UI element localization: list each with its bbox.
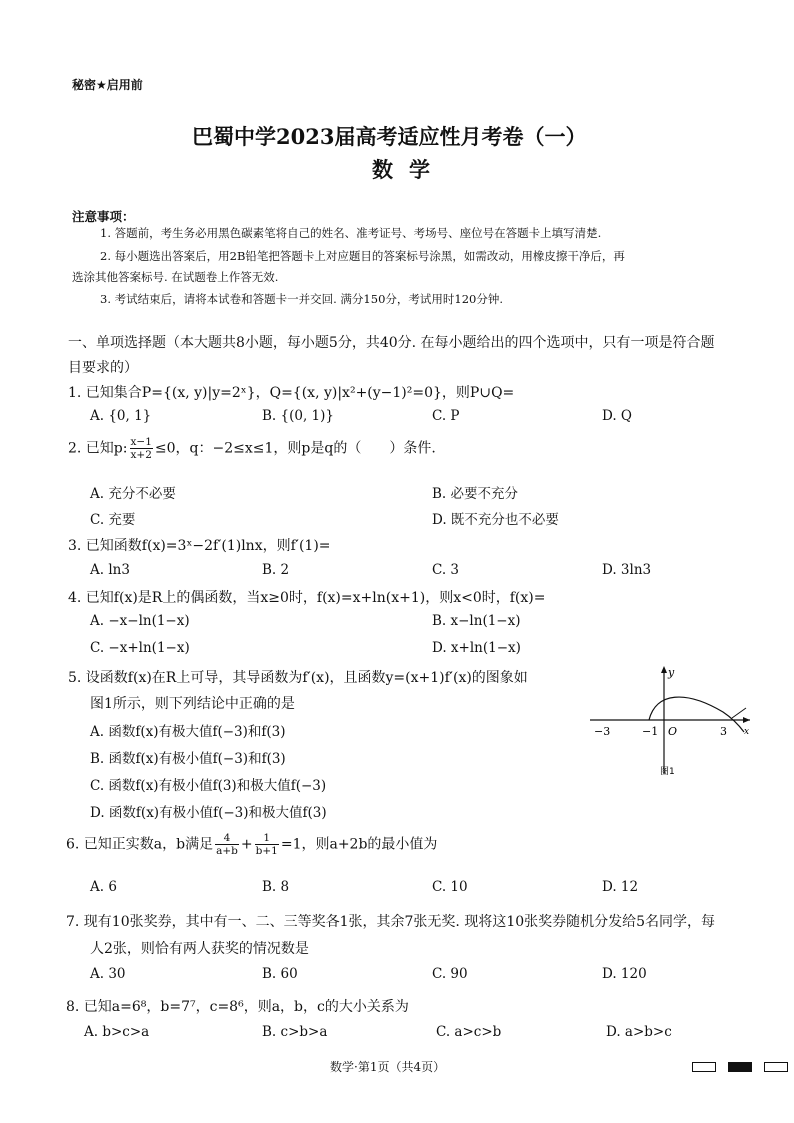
q5-option-d: D. 函数f(x)有极小值f(−3)和极大值f(3) [90, 805, 327, 821]
note-item-2-cont: 选涂其他答案标号. 在试题卷上作答无效. [72, 270, 279, 284]
q6-option-d: D. 12 [602, 879, 639, 895]
mark-empty-2 [764, 1062, 788, 1072]
q3-option-d: D. 3ln3 [602, 562, 652, 578]
q6-f1-den: a+b [216, 845, 238, 857]
figure-origin: O [668, 725, 678, 738]
q2-stem-post: ≤0，q：−2≤x≤1，则p是q的（ ）条件. [154, 440, 436, 457]
section-heading: 一、单项选择题（本大题共8小题，每小题5分，共40分. 在每小题给出的四个选项中，只有一项是符合题 [68, 335, 715, 351]
section-heading-cont: 目要求的） [68, 360, 138, 376]
q6-f1-num: 4 [215, 832, 239, 845]
q2-stem [68, 436, 436, 461]
secret-label: 秘密★启用前 [72, 78, 143, 92]
q3-option-c: C. 3 [432, 562, 460, 578]
q8-option-b: B. c>b>a [262, 1024, 328, 1040]
exam-title: 巴蜀中学2023届高考适应性月考卷（一） [192, 124, 587, 149]
figure-y-label: y [668, 666, 675, 679]
answer-sheet-marks [680, 1056, 794, 1075]
q4-option-b: B. x−ln(1−x) [432, 613, 521, 629]
figure-y-arrow [661, 666, 667, 673]
q7-option-c: C. 90 [432, 966, 468, 982]
notes-heading: 注意事项： [72, 209, 135, 224]
q4-option-d: D. x+ln(1−x) [432, 640, 521, 656]
q7-option-d: D. 120 [602, 966, 647, 982]
note-item-3: 3. 考试结束后，请将本试卷和答题卡一并交回. 满分150分，考试用时120分钟. [100, 292, 503, 306]
q7-stem-cont: 人2张，则恰有两人获奖的情况数是 [90, 941, 309, 957]
q5-option-a: A. 函数f(x)有极大值f(−3)和f(3) [90, 724, 286, 740]
q1-option-b: B. {(0, 1)} [262, 408, 334, 424]
q1-option-d: D. Q [602, 408, 632, 424]
q2-frac-den: x+2 [130, 449, 152, 461]
mark-filled-1 [728, 1062, 752, 1072]
q6-f2-num: 1 [255, 832, 279, 845]
q2-option-b: B. 必要不充分 [432, 486, 519, 502]
q6-stem-pre: 6. 已知正实数a，b满足 [66, 836, 214, 853]
note-item-1: 1. 答题前，考生务必用黑色碳素笔将自己的姓名、准考证号、考场号、座位号在答题卡上填写清楚. [100, 226, 602, 240]
figure-x-arrow [743, 717, 750, 723]
q6-plus: + [240, 836, 253, 853]
q7-option-a: A. 30 [90, 966, 126, 982]
q6-option-a: A. 6 [90, 879, 117, 895]
q6-option-c: C. 10 [432, 879, 468, 895]
q6-option-b: B. 8 [262, 879, 290, 895]
q8-option-a: A. b>c>a [84, 1024, 150, 1040]
q6-fraction-1 [215, 832, 239, 857]
q2-option-c: C. 充要 [90, 512, 136, 528]
q3-option-b: B. 2 [262, 562, 290, 578]
q1-option-c: C. P [432, 408, 460, 424]
q1-stem: 1. 已知集合P={(x, y)|y=2ˣ}，Q={(x, y)|x²+(y−1)²=0}，则P∪Q= [68, 385, 515, 401]
note-item-2: 2. 每小题选出答案后，用2B铅笔把答题卡上对应题目的答案标号涂黑，如需改动，用橡皮擦干净后，再 [100, 249, 625, 263]
q4-option-a: A. −x−ln(1−x) [90, 613, 190, 629]
figure-tick-3: 3 [720, 725, 727, 738]
q7-stem: 7. 现有10张奖券，其中有一、二、三等奖各1张，其余7张无奖. 现将这10张奖券随机分发给5名同学，每 [66, 914, 716, 930]
q4-stem: 4. 已知f(x)是R上的偶函数，当x≥0时，f(x)=x+ln(x+1)，则x<0时，f(x)= [68, 590, 546, 606]
q1-option-a: A. {0, 1} [90, 408, 152, 424]
q6-stem [66, 832, 437, 857]
q5-figure [586, 662, 756, 782]
subject-title: 数学 [372, 157, 446, 182]
q5-option-b: B. 函数f(x)有极小值f(−3)和f(3) [90, 751, 286, 767]
q6-stem-post: =1，则a+2b的最小值为 [280, 836, 438, 853]
q5-stem: 5. 设函数f(x)在R上可导，其导函数为f′(x)，且函数y=(x+1)f′(x)的图象如 [68, 670, 528, 686]
q2-fraction [130, 436, 153, 461]
q2-stem-pre: 2. 已知p: [68, 440, 128, 457]
q2-option-a: A. 充分不必要 [90, 486, 176, 502]
q3-option-a: A. ln3 [90, 562, 130, 578]
q6-fraction-2 [255, 832, 279, 857]
figure-curve [649, 697, 744, 732]
figure-x-label: x [744, 727, 750, 737]
q5-option-c: C. 函数f(x)有极小值f(3)和极大值f(−3) [90, 778, 327, 794]
q3-stem: 3. 已知函数f(x)=3ˣ−2f′(1)lnx，则f′(1)= [68, 538, 331, 554]
figure-tick-neg1: −1 [642, 725, 659, 738]
q6-f2-den: b+1 [255, 845, 278, 857]
q8-stem: 8. 已知a=6⁸，b=7⁷，c=8⁶，则a，b，c的大小关系为 [66, 999, 409, 1015]
q7-option-b: B. 60 [262, 966, 298, 982]
q5-stem-cont: 图1所示，则下列结论中正确的是 [90, 696, 295, 712]
q4-option-c: C. −x+ln(1−x) [90, 640, 190, 656]
mark-empty-1 [692, 1062, 716, 1072]
q2-frac-num: x−1 [130, 436, 152, 448]
q8-option-c: C. a>c>b [436, 1024, 502, 1040]
q8-option-d: D. a>b>c [606, 1024, 672, 1040]
page-footer: 数学·第1页（共4页） [330, 1060, 446, 1074]
figure-tangent-mark [732, 708, 746, 718]
figure-tick-neg3: −3 [594, 725, 611, 738]
q2-option-d: D. 既不充分也不必要 [432, 512, 559, 528]
figure-caption: 图1 [660, 767, 675, 777]
